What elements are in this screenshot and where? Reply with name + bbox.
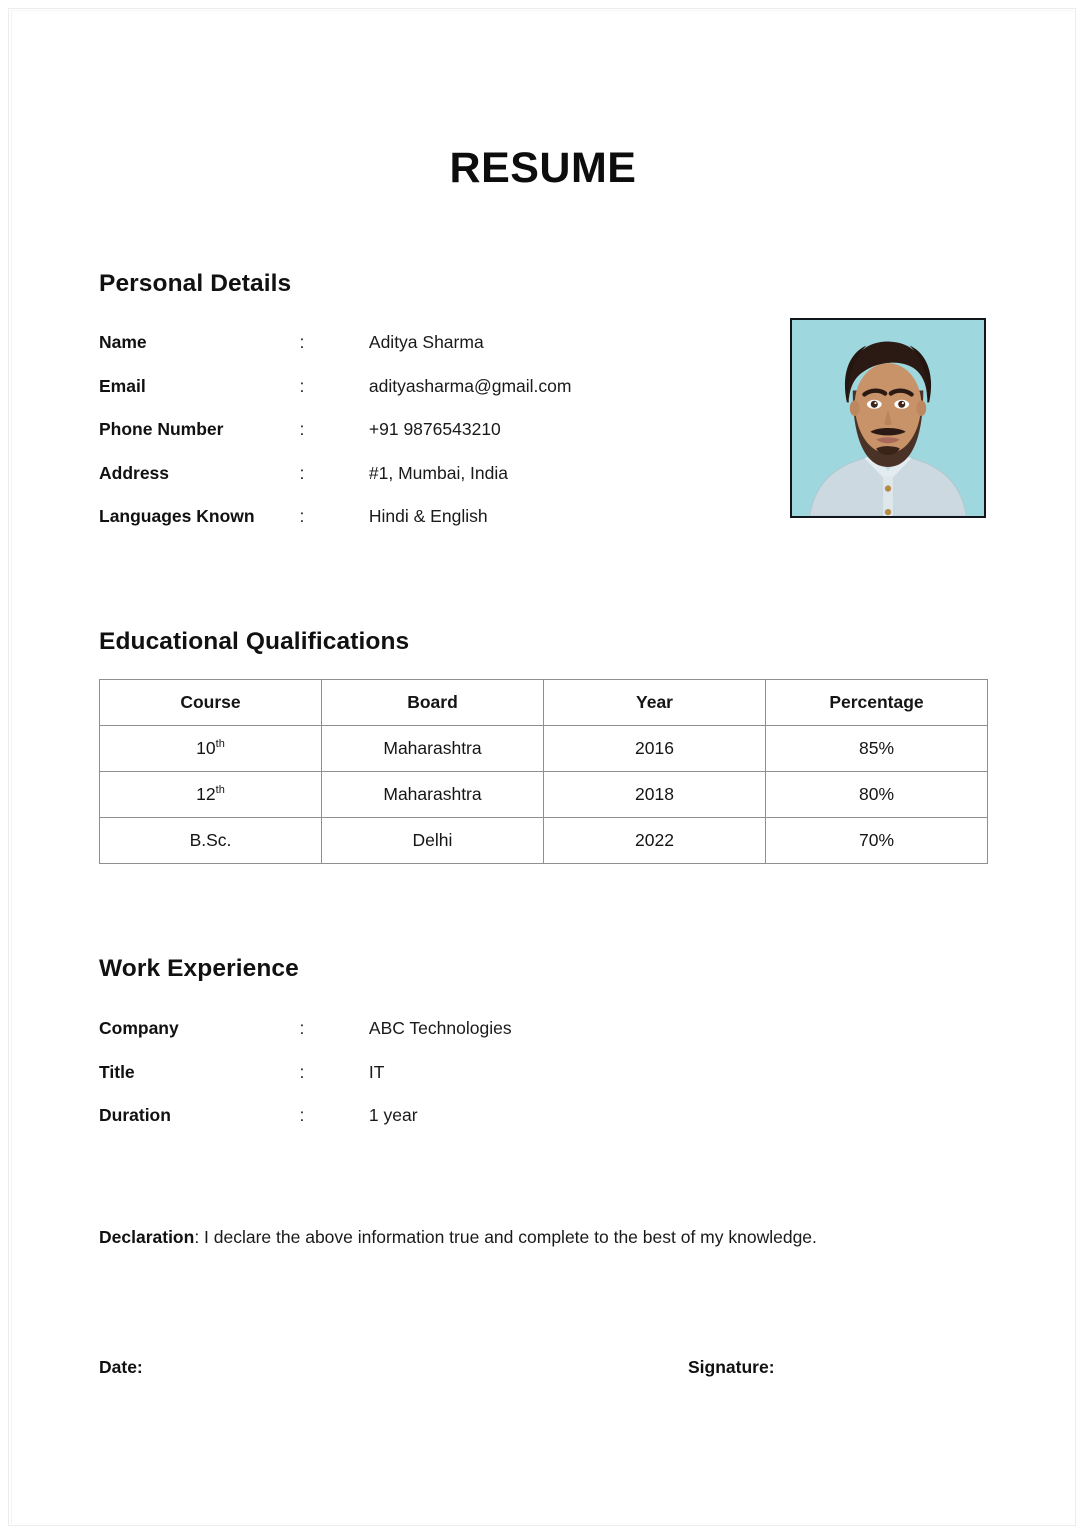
table-cell-course — [100, 726, 322, 772]
personal-details-list — [99, 321, 799, 539]
personal-detail-row-name — [99, 321, 799, 365]
personal-detail-row-email — [99, 365, 799, 409]
page-title: RESUME — [449, 144, 637, 192]
personal-value-name: Aditya Sharma — [368, 332, 484, 352]
personal-detail-row-phone-number — [99, 408, 799, 452]
work-separator-company: : — [299, 1018, 305, 1038]
table-cell-year: 2022 — [544, 818, 766, 864]
personal-value-phone-number: +91 9876543210 — [368, 419, 501, 439]
work-detail-row-title — [99, 1051, 799, 1095]
personal-label-name: Name — [99, 332, 147, 352]
work-detail-row-company — [99, 1007, 799, 1051]
table-header-percentage: Percentage — [766, 680, 988, 726]
table-cell-course — [100, 818, 322, 864]
work-label-title: Title — [99, 1061, 135, 1082]
personal-label-email: Email — [99, 375, 146, 396]
personal-separator-email: : — [299, 375, 305, 396]
table-cell-board: Maharashtra — [322, 772, 544, 818]
table-header-year: Year — [544, 680, 766, 726]
education-table — [99, 679, 988, 864]
work-value-title: IT — [368, 1061, 385, 1082]
candidate-photo — [790, 318, 986, 518]
table-row — [100, 818, 988, 864]
course-ordinal-suffix: th — [215, 738, 225, 751]
declaration-statement — [99, 1227, 817, 1248]
table-row — [100, 772, 988, 818]
declaration-text: : I declare the above information true and complete to the best of my knowledge. — [194, 1227, 817, 1247]
work-value-company: ABC Technologies — [368, 1018, 512, 1038]
personal-value-email: adityasharma@gmail.com — [368, 375, 572, 396]
work-experience-list — [99, 1007, 799, 1138]
course-value: 12 — [196, 784, 216, 804]
date-label: Date: — [99, 1357, 143, 1377]
personal-separator-phone-number: : — [299, 419, 305, 439]
personal-label-phone-number: Phone Number — [99, 419, 224, 439]
personal-label-languages-known: Languages Known — [99, 506, 255, 526]
course-value: B.Sc. — [189, 830, 232, 850]
table-cell-board: Maharashtra — [322, 726, 544, 772]
table-cell-year: 2018 — [544, 772, 766, 818]
personal-detail-row-languages-known — [99, 495, 799, 539]
personal-detail-row-address — [99, 452, 799, 496]
personal-label-address: Address — [99, 462, 170, 483]
personal-value-languages-known: Hindi & English — [368, 506, 488, 526]
signature-label: Signature: — [688, 1357, 775, 1377]
section-heading-educational-qualifications: Educational Qualifications — [99, 628, 410, 655]
course-value: 10 — [196, 738, 216, 758]
table-cell-course — [100, 772, 322, 818]
table-cell-percentage: 70% — [766, 818, 988, 864]
work-detail-row-duration — [99, 1094, 799, 1138]
personal-value-address: #1, Mumbai, India — [368, 462, 509, 483]
table-header-board: Board — [322, 680, 544, 726]
work-label-duration: Duration — [99, 1105, 171, 1125]
personal-separator-languages-known: : — [299, 506, 305, 526]
declaration-label: Declaration — [99, 1227, 195, 1247]
personal-separator-address: : — [299, 462, 305, 483]
section-heading-work-experience: Work Experience — [99, 955, 299, 982]
work-label-company: Company — [99, 1018, 179, 1038]
course-ordinal-suffix: th — [215, 784, 225, 797]
table-header-row — [100, 680, 988, 726]
table-header-course: Course — [100, 680, 322, 726]
table-cell-year: 2016 — [544, 726, 766, 772]
work-separator-title: : — [299, 1061, 305, 1082]
personal-separator-name: : — [299, 332, 305, 352]
work-separator-duration: : — [299, 1105, 305, 1125]
table-row — [100, 726, 988, 772]
table-cell-board: Delhi — [322, 818, 544, 864]
section-heading-personal-details: Personal Details — [99, 270, 292, 297]
table-cell-percentage: 85% — [766, 726, 988, 772]
work-value-duration: 1 year — [368, 1105, 418, 1125]
table-cell-percentage: 80% — [766, 772, 988, 818]
